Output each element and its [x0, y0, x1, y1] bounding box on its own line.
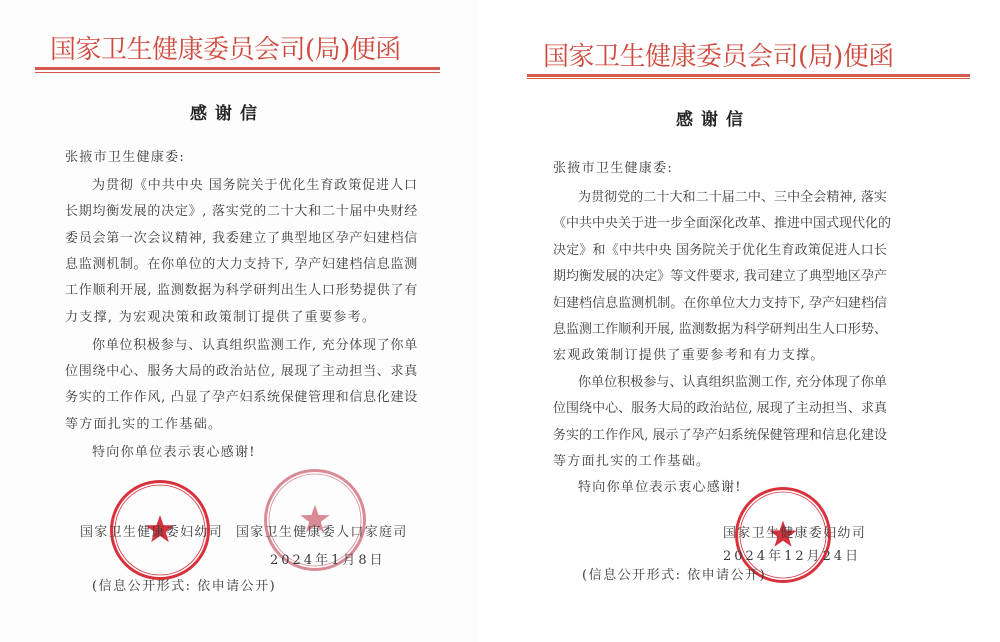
salutation: 张掖市卫生健康委:: [65, 150, 186, 165]
signatory: 国家卫生健康委妇幼司: [80, 525, 224, 540]
letter-date: 2024年1月8日: [270, 553, 386, 568]
letterhead-rule: [527, 78, 970, 79]
signatory: 国家卫生健康委人口家庭司: [236, 525, 408, 540]
body-line: 息监测机制。在你单位的大力支持下, 孕产妇建档信息监测: [65, 256, 418, 272]
letter-right: [482, 0, 1000, 642]
disclosure-note: (信息公开形式: 依申请公开): [582, 568, 767, 583]
letterhead: 国家卫生健康委员会司(局)便函: [543, 42, 894, 72]
letterhead-rule: [527, 74, 970, 77]
body-line: 你单位积极参与、认真组织监测工作, 充分体现了你单: [578, 374, 887, 390]
body-line: 等方面扎实的工作基础。: [65, 416, 223, 432]
salutation: 张掖市卫生健康委:: [553, 161, 674, 176]
letter-title: 感谢信: [676, 110, 751, 130]
letter-date: 2024年12月24日: [723, 549, 862, 564]
letterhead: 国家卫生健康委员会司(局)便函: [50, 35, 401, 65]
body-line: 委员会第一次会议精神, 我委建立了典型地区孕产妇建档信: [65, 230, 418, 246]
letter-title: 感谢信: [190, 104, 265, 124]
body-line: 务实的工作作风, 展示了孕产妇系统保健管理和信息化建设: [553, 427, 887, 443]
body-line: 位围绕中心、服务大局的政治站位, 展现了主动担当、求真: [65, 364, 418, 380]
body-line: 息监测工作顺利开展, 监测数据为科学研判出生人口形势、: [553, 322, 887, 337]
body-line: 特向你单位表示衷心感谢!: [92, 445, 256, 460]
signatory: 国家卫生健康委妇幼司: [723, 526, 867, 541]
letterhead-rule: [35, 72, 440, 73]
body-line: 为贯彻《中共中央 国务院关于优化生育政策促进人口: [92, 178, 418, 193]
letter-left: [0, 0, 478, 642]
body-line: 决定》和《中共中央 国务院关于优化生育政策促进人口长: [553, 242, 887, 258]
body-line: 为贯彻党的二十大和二十届二中、三中全会精神, 落实: [578, 190, 887, 205]
body-line: 力支撑, 为宏观决策和政策制订提供了重要参考。: [65, 309, 377, 325]
disclosure-note: (信息公开形式: 依申请公开): [92, 579, 277, 594]
body-line: 特向你单位表示衷心感谢!: [578, 480, 742, 496]
body-line: 宏观政策制订提供了重要参考和有力支撑。: [553, 348, 825, 364]
body-line: 长期均衡发展的决定》, 落实党的二十大和二十届中央财经: [65, 204, 418, 220]
body-line: 位围绕中心、服务大局的政治站位, 展现了主动担当、求真: [553, 401, 887, 417]
body-line: 《中共中央关于进一步全面深化改革、推进中国式现代化的: [553, 216, 892, 232]
body-line: 工作顺利开展, 监测数据为科学研判出生人口形势提供了有: [65, 283, 418, 299]
body-line: 等方面扎实的工作基础。: [553, 454, 711, 469]
body-line: 期均衡发展的决定》等文件要求, 我司建立了典型地区孕产: [553, 269, 887, 285]
body-line: 务实的工作作风, 凸显了孕产妇系统保健管理和信息化建设: [65, 390, 418, 406]
letterhead-rule: [35, 67, 440, 70]
body-line: 你单位积极参与、认真组织监测工作, 充分体现了你单: [92, 337, 418, 353]
body-line: 妇建档信息监测机制。在你单位大力支持下, 孕产妇建档信: [553, 295, 887, 311]
